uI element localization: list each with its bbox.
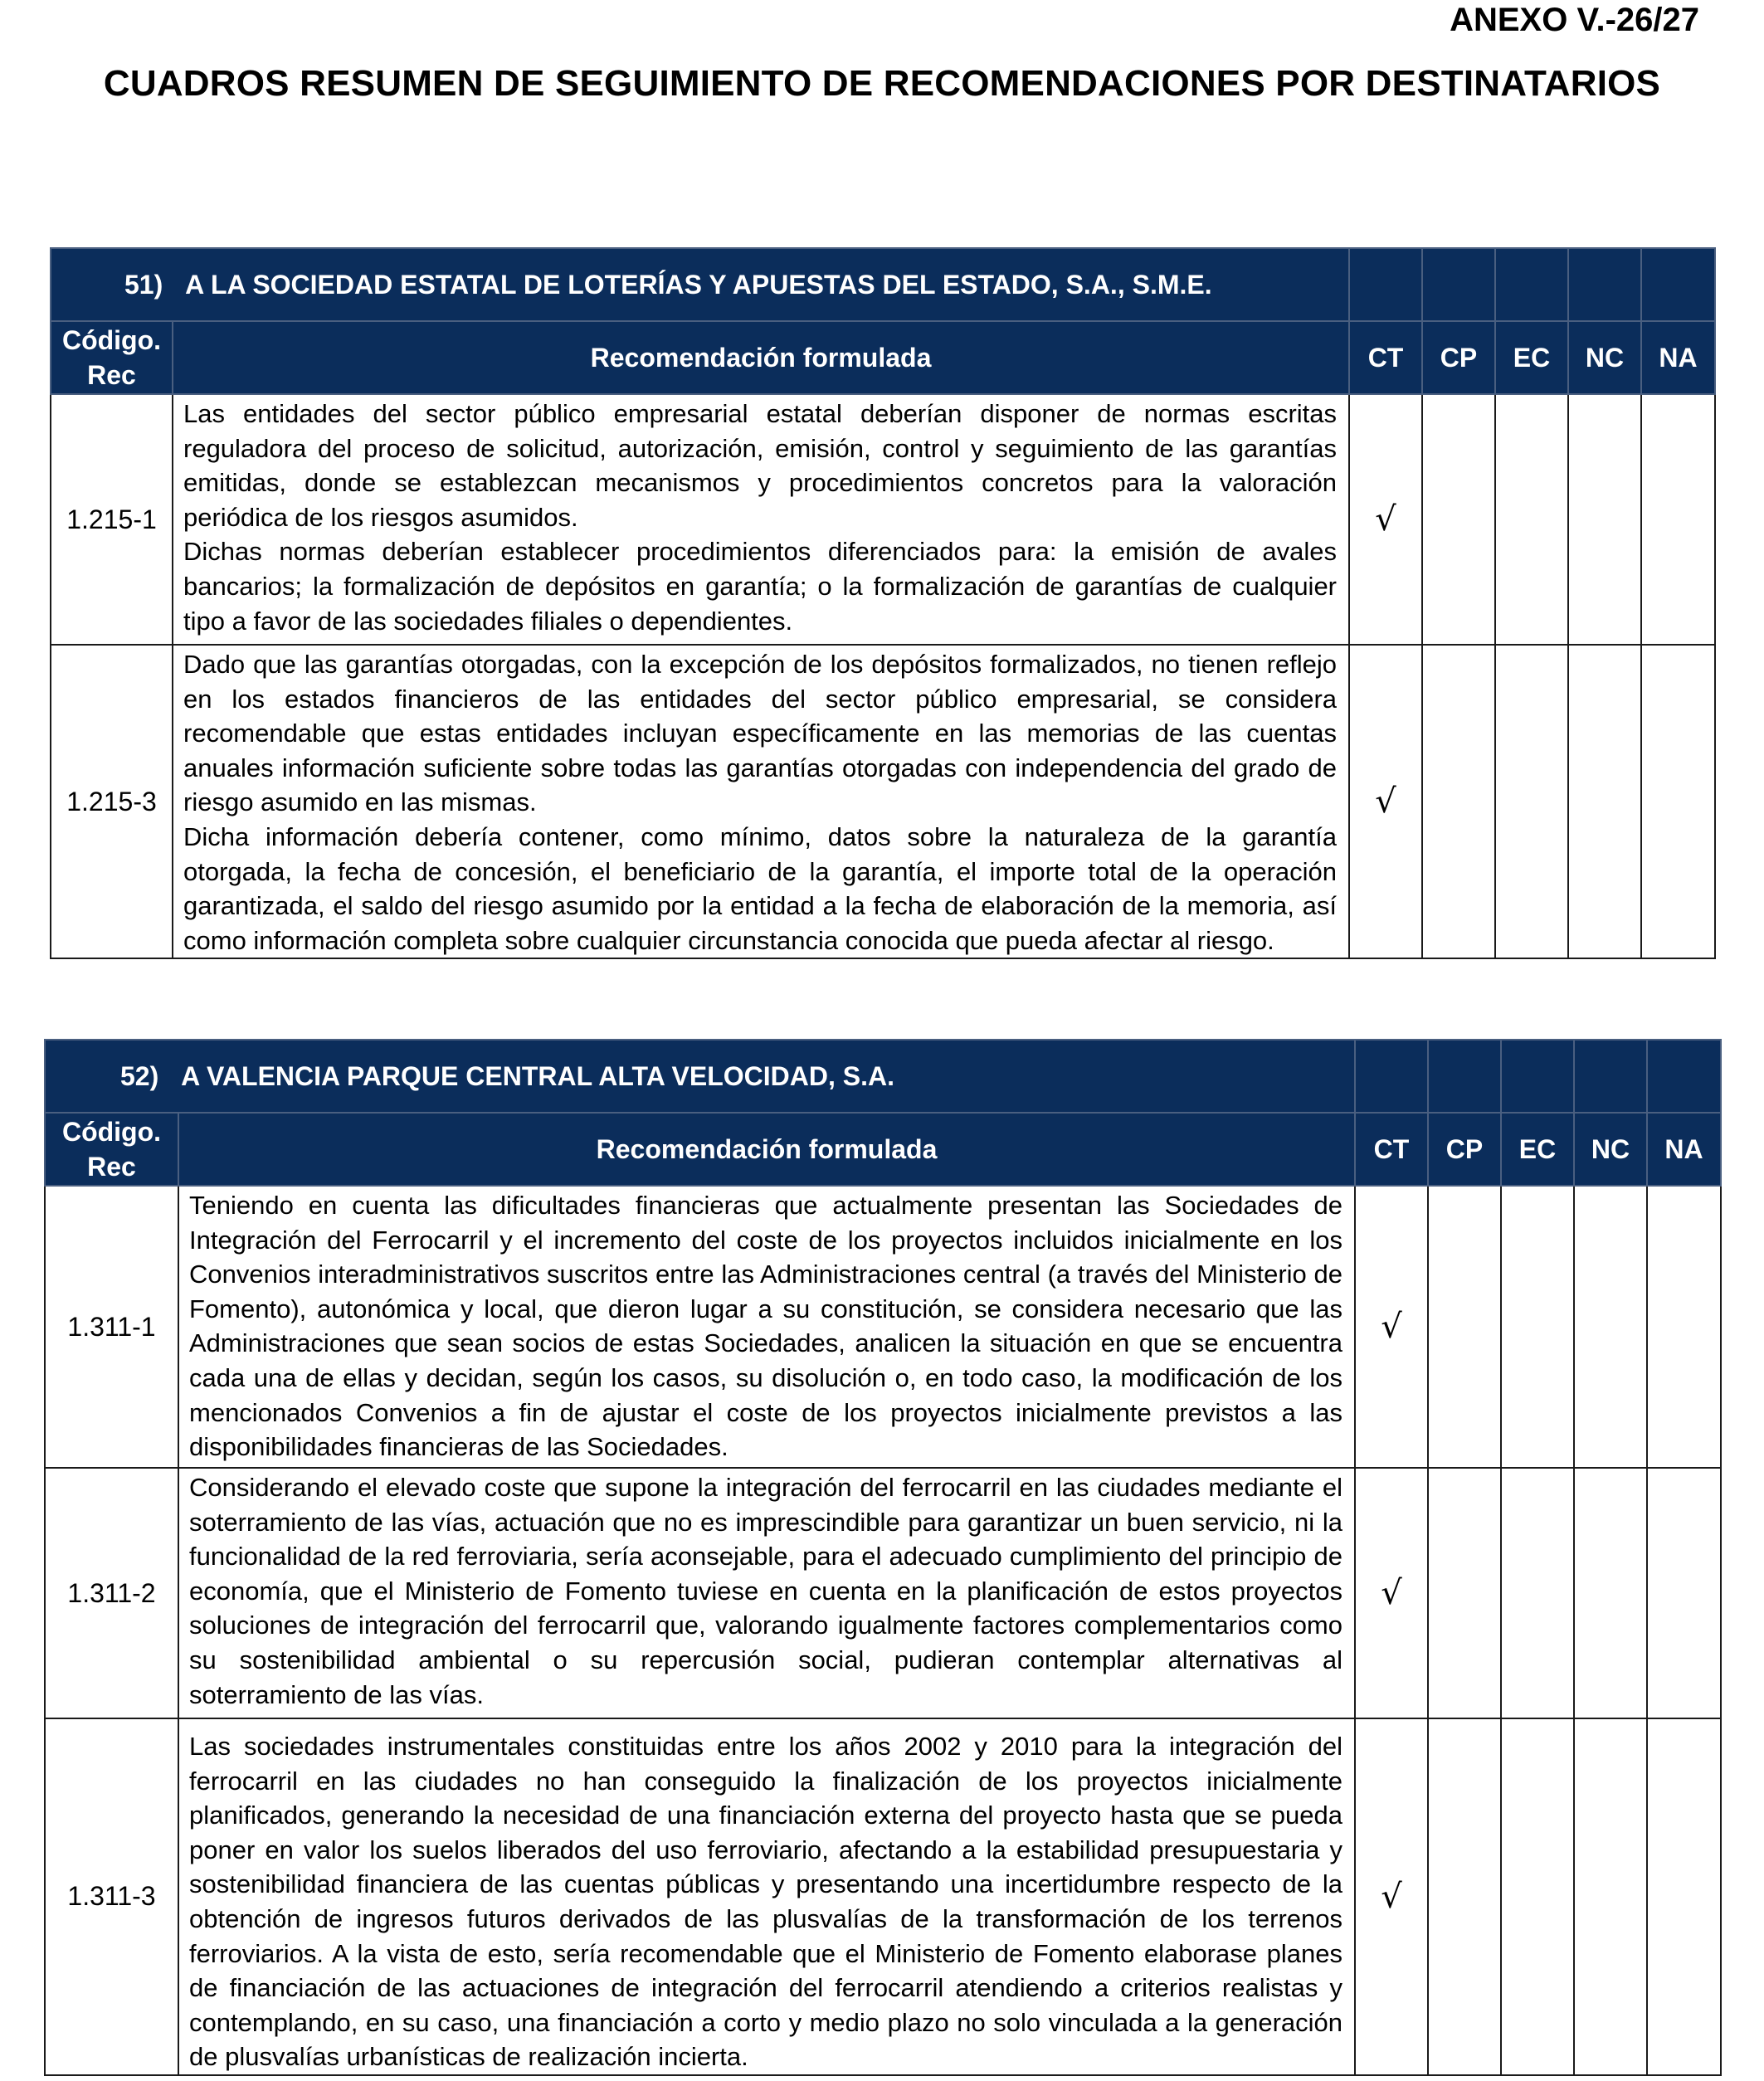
nc-cell bbox=[1568, 645, 1641, 958]
table-row bbox=[51, 645, 1715, 958]
recommendation-code: 1.215-3 bbox=[51, 645, 173, 958]
recommendation-column-header: Recomendación formulada bbox=[173, 321, 1349, 394]
cp-cell bbox=[1428, 1186, 1501, 1468]
ec-column-header: EC bbox=[1495, 321, 1568, 394]
na-cell bbox=[1641, 394, 1715, 645]
table-row bbox=[51, 394, 1715, 645]
header-spacer bbox=[1647, 1040, 1721, 1113]
header-spacer bbox=[1501, 1040, 1574, 1113]
na-cell bbox=[1641, 645, 1715, 958]
recommendation-text bbox=[173, 645, 1349, 958]
header-spacer bbox=[1568, 248, 1641, 321]
nc-cell bbox=[1568, 394, 1641, 645]
ec-cell bbox=[1495, 645, 1568, 958]
recommendation-text bbox=[178, 1186, 1355, 1468]
annex-label: ANEXO V.-26/27 bbox=[1450, 2, 1699, 38]
recommendation-column-header: Recomendación formulada bbox=[178, 1113, 1355, 1186]
nc-cell bbox=[1574, 1718, 1647, 2075]
ec-column-header: EC bbox=[1501, 1113, 1574, 1186]
table-row bbox=[45, 1468, 1721, 1718]
ec-cell bbox=[1495, 394, 1568, 645]
cp-cell bbox=[1422, 645, 1495, 958]
recommendation-paragraph: Dichas normas deberían establecer procedimientos diferenciados para: la emisión de avales bancarios; la formalización de depósitos en garantía; o la formalización de garantías de cualquier tipo a favor de las sociedades filiales o dependientes. bbox=[183, 537, 1338, 636]
header-spacer bbox=[1495, 248, 1568, 321]
ct-check-mark: √ bbox=[1355, 1718, 1428, 2075]
code-column-header: Código. Rec bbox=[51, 321, 173, 394]
recommendation-text bbox=[178, 1468, 1355, 1718]
header-spacer bbox=[1355, 1040, 1428, 1113]
ct-check-mark: √ bbox=[1349, 645, 1422, 958]
recommendation-paragraph: Dicha información debería contener, como mínimo, datos sobre la naturaleza de la garantía otorgada, la fecha de concesión, el beneficiario de la garantía, el importe total de la operación garantizada, el saldo del riesgo asumido por la entidad a la fecha de elaboración de la memoria, así como información completa sobre cualquier circunstancia conocida que pueda afectar al riesgo. bbox=[183, 821, 1338, 955]
cp-column-header: CP bbox=[1428, 1113, 1501, 1186]
na-cell bbox=[1647, 1468, 1721, 1718]
section-title bbox=[45, 1040, 1355, 1113]
code-column-header: Código. Rec bbox=[45, 1113, 178, 1186]
recommendation-paragraph: Las sociedades instrumentales constituidas entre los años 2002 y 2010 para la integración del ferrocarril en las ciudades no han conseguido la finalización de los proyectos inicialmente planificados, generando la necesidad de una financiación externa del proyecto hasta que se pueda poner en valor los suelos liberados del uso ferroviario, afectando a la estabilidad presupuestaria y sostenibilidad financiera de las cuentas públicas y presentando una incertidumbre respecto de la obtención de ingresos futuros derivados de las plusvalías de la transformación de los terrenos ferroviarios. A la vista de esto, sería recomendable que el Ministerio de Fomento elaborase planes de financiación de las actuaciones de integración del ferrocarril atendiendo a criterios realistas y contemplando, en su caso, una financiación a corto y medio plazo no solo vinculada a la generación de plusvalías urbanísticas de realización incierta. bbox=[189, 1732, 1342, 2072]
recommendation-paragraph: Las entidades del sector público empresarial estatal deberían disponer de normas escritas reguladora del proceso de solicitud, autorización, emisión, control y seguimiento de las garantías emitidas, donde se establezcan mecanismos y procedimientos concretos para la valoración periódica de los riesgos asumidos. bbox=[183, 399, 1338, 532]
na-column-header: NA bbox=[1647, 1113, 1721, 1186]
recommendations-table-51 bbox=[50, 247, 1716, 959]
recommendation-code: 1.311-1 bbox=[45, 1186, 178, 1468]
section-number: 51) bbox=[124, 269, 163, 300]
ct-check-mark: √ bbox=[1355, 1186, 1428, 1468]
recommendation-code: 1.311-2 bbox=[45, 1468, 178, 1718]
nc-column-header: NC bbox=[1574, 1113, 1647, 1186]
header-spacer bbox=[1349, 248, 1422, 321]
table-row bbox=[45, 1186, 1721, 1468]
recommendation-code: 1.311-3 bbox=[45, 1718, 178, 2075]
table-row bbox=[45, 1718, 1721, 2075]
section-number: 52) bbox=[120, 1060, 159, 1091]
header-spacer bbox=[1428, 1040, 1501, 1113]
na-cell bbox=[1647, 1718, 1721, 2075]
nc-cell bbox=[1574, 1186, 1647, 1468]
ct-check-mark: √ bbox=[1349, 394, 1422, 645]
recommendation-code: 1.215-1 bbox=[51, 394, 173, 645]
recommendation-paragraph: Dado que las garantías otorgadas, con la excepción de los depósitos formalizados, no tienen reflejo en los estados financieros de las entidades del sector público empresarial, se considera recomendable que estas entidades incluyan específicamente en las memorias de las cuentas anuales información suficiente sobre todas las garantías otorgadas con independencia del grado de riesgo asumido en las mismas. bbox=[183, 650, 1338, 817]
cp-cell bbox=[1422, 394, 1495, 645]
nc-cell bbox=[1574, 1468, 1647, 1718]
ec-cell bbox=[1501, 1468, 1574, 1718]
na-column-header: NA bbox=[1641, 321, 1715, 394]
ct-column-header: CT bbox=[1349, 321, 1422, 394]
ct-column-header: CT bbox=[1355, 1113, 1428, 1186]
ct-check-mark: √ bbox=[1355, 1468, 1428, 1718]
header-spacer bbox=[1422, 248, 1495, 321]
cp-cell bbox=[1428, 1718, 1501, 2075]
header-spacer bbox=[1641, 248, 1715, 321]
page-title: CUADROS RESUMEN DE SEGUIMIENTO DE RECOMENDACIONES POR DESTINATARIOS bbox=[103, 63, 1661, 104]
recommendation-text bbox=[178, 1718, 1355, 2075]
section-title bbox=[51, 248, 1349, 321]
recommendations-table-52 bbox=[44, 1039, 1722, 2076]
recommendation-paragraph: Teniendo en cuenta las dificultades financieras que actualmente presentan las Sociedades de Integración del Ferrocarril y el incremento del coste de los proyectos incluidos inicialmente en los Convenios interadministrativos suscritos entre las Administraciones central (a través del Ministerio de Fomento), autonómica y local, que dieron lugar a su constitución, se considera necesario que las Administraciones que sean socios de estas Sociedades, analicen la situación en que se encuentra cada una de ellas y decidan, según los casos, su disolución o, en todo caso, la modificación de los mencionados Convenios a fin de ajustar el coste de los proyectos inicialmente previstos a las disponibilidades financieras de las Sociedades. bbox=[189, 1191, 1342, 1462]
cp-cell bbox=[1428, 1468, 1501, 1718]
ec-cell bbox=[1501, 1718, 1574, 2075]
section-name: A LA SOCIEDAD ESTATAL DE LOTERÍAS Y APUESTAS DEL ESTADO, S.A., S.M.E. bbox=[185, 269, 1212, 300]
recommendation-paragraph: Considerando el elevado coste que supone la integración del ferrocarril en las ciudades mediante el soterramiento de las vías, actuación que no es imprescindible para garantizar un buen servicio, ni la funcionalidad de la red ferroviaria, sería aconsejable, para el adecuado cumplimiento del principio de economía, que el Ministerio de Fomento tuviese en cuenta en la planificación de estos proyectos soluciones de integración del ferrocarril que, valorando igualmente factores complementarios como su sostenibilidad ambiental o su repercusión social, pudieran contemplar alternativas al soterramiento de las vías. bbox=[189, 1473, 1342, 1709]
cp-column-header: CP bbox=[1422, 321, 1495, 394]
recommendation-text bbox=[173, 394, 1349, 645]
header-spacer bbox=[1574, 1040, 1647, 1113]
na-cell bbox=[1647, 1186, 1721, 1468]
nc-column-header: NC bbox=[1568, 321, 1641, 394]
ec-cell bbox=[1501, 1186, 1574, 1468]
section-name: A VALENCIA PARQUE CENTRAL ALTA VELOCIDAD, S.A. bbox=[181, 1060, 894, 1091]
